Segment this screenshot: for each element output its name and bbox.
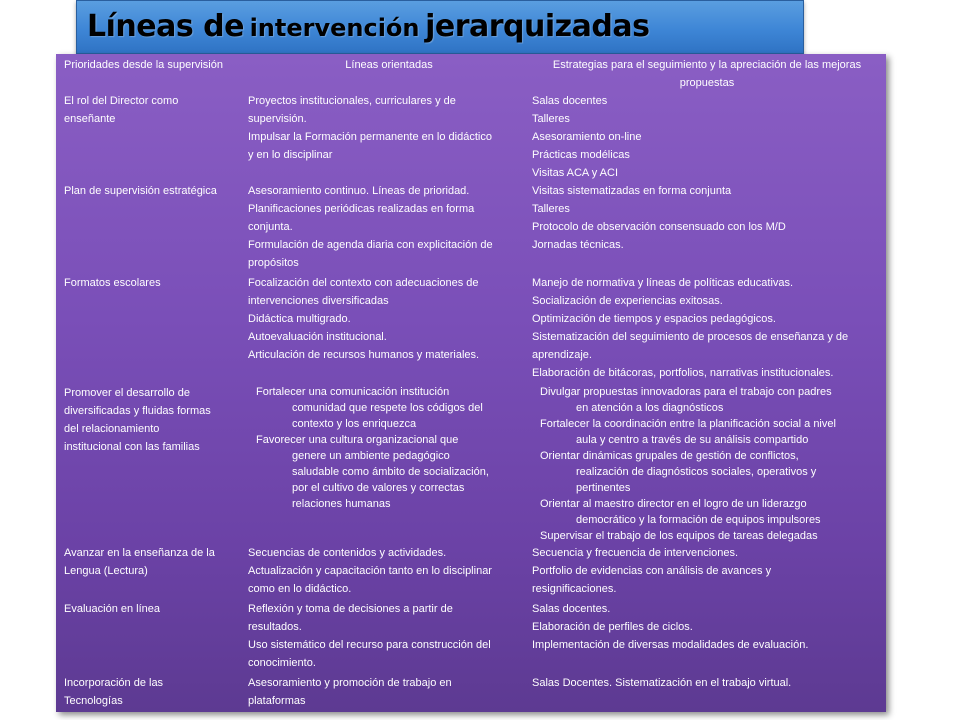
row-5-lines: Reflexión y toma de decisiones a partir de resultados. Uso sistemático del recurso para construcción del conocimiento. bbox=[248, 603, 491, 669]
row-0-lines: Proyectos institucionales, curriculares y de supervisión. Impulsar la Formación permanente en lo didáctico y en lo disciplinar bbox=[248, 95, 492, 161]
bullet-item: Favorecer una cultura organizacional que bbox=[256, 434, 459, 446]
row-1-priority: Plan de supervisión estratégica bbox=[64, 185, 217, 197]
bullet-item: Divulgar propuestas innovadoras para el trabajo con padres bbox=[540, 386, 832, 398]
row-6-lines: Asesoramiento y promoción de trabajo en plataformas bbox=[248, 677, 452, 707]
row-4-priority: Avanzar en la enseñanza de la Lengua (Lectura) bbox=[64, 547, 215, 577]
row-2-lines: Focalización del contexto con adecuaciones de intervenciones diversificadas Didáctica multigrado. Autoevaluación institucional. Articulación de recursos humanos y materiales. bbox=[248, 277, 480, 361]
page-title bbox=[87, 9, 649, 44]
title-part-3: jerarquizadas bbox=[425, 9, 650, 44]
row-3-priority: Promover el desarrollo de diversificadas y fluidas formas del relacionamiento institucional con las familias bbox=[64, 387, 211, 453]
header-col-priorities: Prioridades desde la supervisión bbox=[64, 59, 223, 71]
title-part-2: intervención bbox=[249, 14, 420, 42]
row-4-strategies: Secuencia y frecuencia de intervenciones. Portfolio de evidencias con análisis de avances y resignificaciones. bbox=[532, 547, 772, 595]
row-2-strategies: Manejo de normativa y líneas de políticas educativas. Socialización de experiencias exitosas. Optimización de tiempos y espacios pedagógicos. Sistematización del seguimiento de procesos de enseñanza y de aprendizaje. Elaboración de bitácoras, portfolios, narrativas institucionales. bbox=[532, 277, 849, 379]
row-5-priority: Evaluación en línea bbox=[64, 603, 161, 615]
bullet-item: Orientar al maestro director en el logro de un liderazgo bbox=[540, 498, 807, 510]
row-5-strategies: Salas docentes. Elaboración de perfiles de ciclos. Implementación de diversas modalidades de evaluación. bbox=[532, 603, 809, 651]
bullet-item: Fortalecer una comunicación institución bbox=[256, 386, 450, 398]
title-part-1: Líneas de bbox=[87, 9, 244, 44]
bullet-item: Supervisar el trabajo de los equipos de tareas delegadas bbox=[540, 530, 818, 542]
row-4-lines: Secuencias de contenidos y actividades. Actualización y capacitación tanto en lo disciplinar como en lo didáctico. bbox=[248, 547, 492, 595]
row-1-lines: Asesoramiento continuo. Líneas de prioridad. Planificaciones periódicas realizadas en forma conjunta. Formulación de agenda diaria con explicitación de propósitos bbox=[248, 185, 493, 269]
row-6-priority: Incorporación de las Tecnologías bbox=[64, 677, 164, 707]
row-6-strategies: Salas Docentes. Sistematización en el trabajo virtual. bbox=[532, 677, 792, 689]
row-3-lines: Fortalecer una comunicación institución comunidad que respete los códigos del contexto y los enriquezca Favorecer una cultura organizacional que genere un ambiente pedagógico saludable como ámbito de socialización, por el cultivo de valores y correctas relaciones humanas bbox=[248, 384, 530, 512]
priorities-table bbox=[56, 54, 886, 712]
row-1-strategies: Visitas sistematizadas en forma conjunta Talleres Protocolo de observación consensuado con los M/D Jornadas técnicas. bbox=[532, 185, 786, 251]
row-3-strategies: Divulgar propuestas innovadoras para el trabajo con padres en atención a los diagnósticos Fortalecer la coordinación entre la planificación social a nivel aula y centro a través de su análisis compartido Orientar dinámicas grupales de gestión de conflictos, realización de diagnósticos sociales, operativos y pertinentes Orientar al maestro director en el logro de un liderazgo democrático y la formación de equipos impulsores Supervisar el trabajo de los equipos de tareas delegadas bbox=[532, 384, 882, 544]
header-col-strategies: Estrategias para el seguimiento y la apreciación de las mejoras propuestas bbox=[552, 59, 862, 89]
title-banner bbox=[76, 0, 804, 54]
bullet-item: Fortalecer la coordinación entre la planificación social a nivel bbox=[540, 418, 836, 430]
row-0-priority: El rol del Director como enseñante bbox=[64, 95, 179, 125]
header-col-lines: Líneas orientadas bbox=[345, 59, 433, 71]
row-0-strategies: Salas docentes Talleres Asesoramiento on-line Prácticas modélicas Visitas ACA y ACI bbox=[532, 95, 642, 179]
bullet-item: Orientar dinámicas grupales de gestión de conflictos, bbox=[540, 450, 799, 462]
row-2-priority: Formatos escolares bbox=[64, 277, 161, 289]
